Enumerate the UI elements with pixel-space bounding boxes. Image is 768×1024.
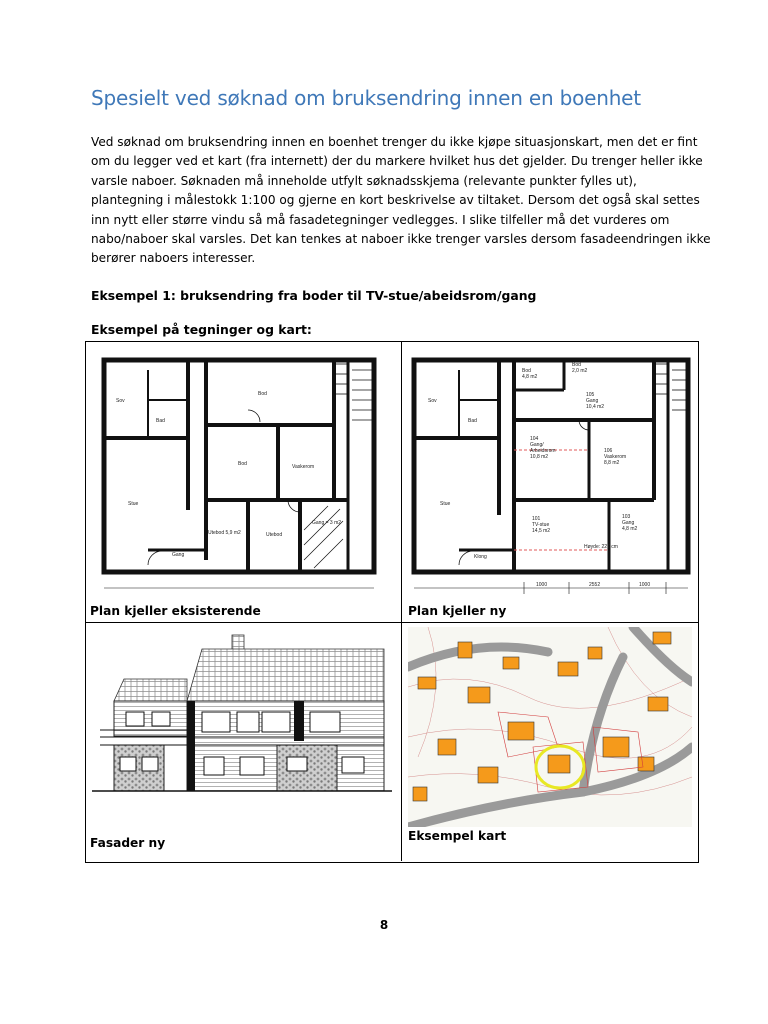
drawings-table bbox=[85, 341, 699, 863]
room-label: Arbeidsrom bbox=[530, 448, 556, 454]
room-label: Stue bbox=[128, 501, 139, 507]
room-label: Gang bbox=[172, 552, 185, 558]
example-title: Eksempel 1: bruksendring fra boder til TV-stue/abeidsrom/gang bbox=[91, 288, 537, 303]
room-label: Gang/ bbox=[530, 442, 544, 448]
room-number: 105 bbox=[586, 392, 595, 398]
room-label: Bad bbox=[468, 418, 477, 424]
room-label: Klong bbox=[474, 554, 487, 560]
room-area: 4,8 m2 bbox=[522, 374, 538, 380]
ceiling-height: Høyde: 227 cm bbox=[584, 544, 618, 550]
room-number: 101 bbox=[532, 516, 541, 522]
body-line: berører naboers interesser. bbox=[91, 251, 256, 266]
room-area: 14,5 m2 bbox=[532, 528, 551, 534]
floor-plan-existing-drawing bbox=[88, 350, 398, 600]
caption-plan-existing: Plan kjeller eksisterende bbox=[90, 604, 261, 618]
room-label: Bod bbox=[572, 362, 581, 368]
caption-map: Eksempel kart bbox=[408, 829, 507, 843]
body-line: plantegning i målestokk 1:100 og gjerne en kort beskrivelse av tiltaket. Dersom det også skal settes bbox=[91, 193, 700, 208]
room-label: Vaskerom bbox=[604, 454, 627, 460]
dimension-label: 1000 bbox=[639, 582, 651, 588]
dimension-label: 2552 bbox=[589, 582, 601, 588]
room-label: Gang = 3 m2 bbox=[312, 520, 342, 526]
floor-plan-new-drawing bbox=[404, 350, 696, 600]
page-number: 8 bbox=[379, 918, 389, 932]
room-label: Sov bbox=[428, 398, 437, 404]
map-cell bbox=[402, 623, 698, 861]
room-label: TV-stue bbox=[532, 522, 550, 528]
room-label: Bod bbox=[238, 461, 247, 467]
dimension-label: 1000 bbox=[536, 582, 548, 588]
section-heading: Spesielt ved søknad om bruksendring innen en boenhet bbox=[91, 86, 641, 110]
room-label: Bod bbox=[258, 391, 267, 397]
facade-drawing bbox=[92, 627, 392, 832]
body-line: om du legger ved et kart (fra internett) der du markere hvilket hus det gjelder. Du trenger heller ikke bbox=[91, 154, 703, 169]
room-label: Gang bbox=[586, 398, 599, 404]
body-line: Ved søknad om bruksendring innen en boenhet trenger du ikke kjøpe situasjonskart, men det er fint bbox=[91, 135, 698, 149]
body-line: inn nytt eller større vindu så må fasadetegninger vedlegges. I slike tilfeller må det vurderes om bbox=[91, 212, 670, 227]
body-line: varsle naboer. Søknaden må inneholde utfylt søknadsskjema (relevante punkter fylles ut), bbox=[91, 173, 637, 188]
room-number: 106 bbox=[604, 448, 613, 454]
room-label: Vaskerom bbox=[292, 464, 315, 470]
room-area: 10,4 m2 bbox=[586, 404, 605, 410]
caption-facades: Fasader ny bbox=[90, 836, 166, 850]
room-area: 4,8 m2 bbox=[622, 526, 638, 532]
room-label: Stue bbox=[440, 501, 451, 507]
room-label: Bad bbox=[156, 418, 165, 424]
room-label: Bod bbox=[522, 368, 531, 374]
body-paragraph bbox=[91, 133, 711, 269]
room-label: Utebod bbox=[266, 532, 283, 538]
room-number: 104 bbox=[530, 436, 539, 442]
plan-existing-cell bbox=[86, 342, 402, 623]
room-area: 10,8 m2 bbox=[530, 454, 549, 460]
room-number: 103 bbox=[622, 514, 631, 520]
example-subtitle: Eksempel på tegninger og kart: bbox=[91, 322, 312, 337]
room-label: Utebod 5,9 m2 bbox=[208, 530, 241, 536]
caption-plan-new: Plan kjeller ny bbox=[408, 604, 507, 618]
plan-new-cell bbox=[402, 342, 698, 623]
room-label: Sov bbox=[116, 398, 125, 404]
room-area: 8,8 m2 bbox=[604, 460, 620, 466]
room-area: 2,0 m2 bbox=[572, 368, 588, 374]
site-map bbox=[408, 627, 692, 827]
facade-cell bbox=[86, 623, 402, 861]
body-line: nabo/naboer skal varsles. Det kan tenkes at naboer ikke trenger varsles dersom fasadeendringen ikke bbox=[91, 232, 711, 247]
room-label: Gang bbox=[622, 520, 635, 526]
